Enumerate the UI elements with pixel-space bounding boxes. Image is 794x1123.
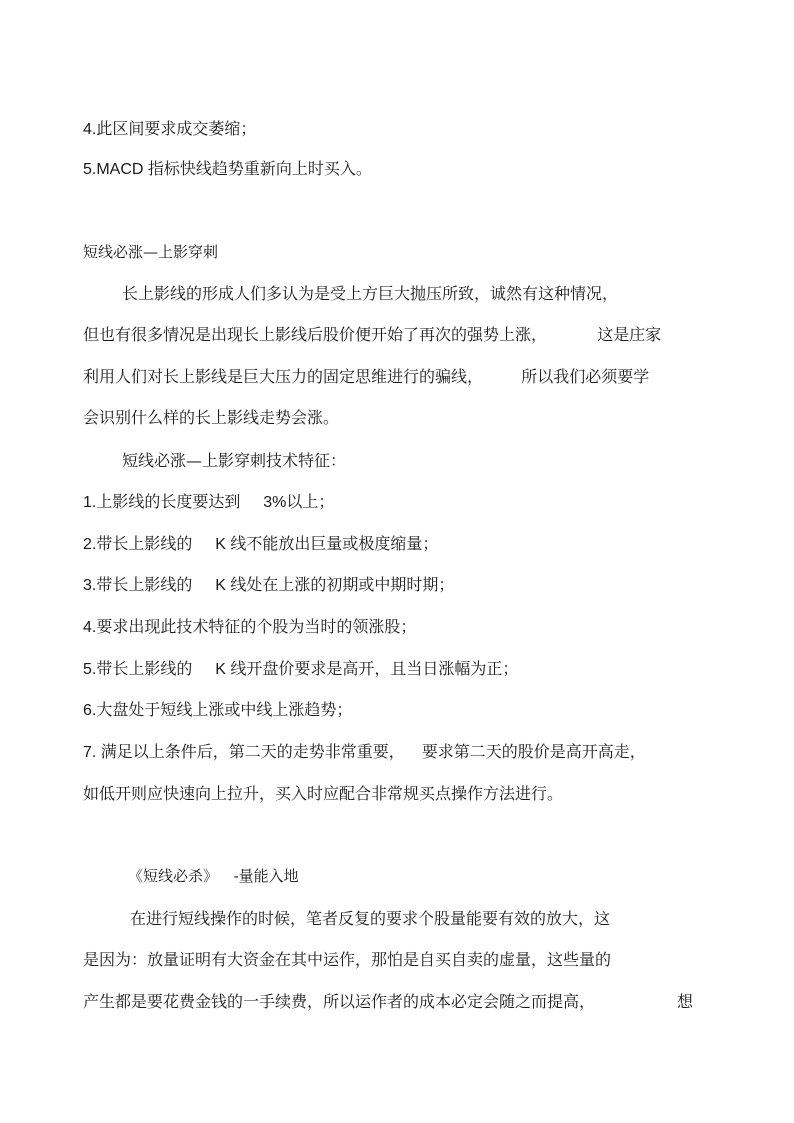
paragraph-line [122,284,618,304]
paragraph-line [83,408,339,428]
paragraph-line [130,909,610,929]
list-item: 5.MACD 指标快线趋势重新向上时买入。 [83,161,372,178]
list-item-text: 3%以上； [263,494,335,511]
list-item-text: 6.大盘处于短线上涨或中线上涨趋势； [83,702,353,719]
list-item [83,743,646,763]
paragraph-text: 在进行短线操作的时候，笔者反复的要求个股量能要有效的放大，这 [130,909,611,928]
heading-text: 短线必涨—上影穿刺 [83,243,219,261]
paragraph-line [83,367,649,387]
paragraph-text: 这是庄家 [597,325,662,344]
subheading [122,451,346,471]
paragraph-text: 产生都是要花费金钱的一手续费，所以运作者的成本必定会随之而提高， [83,992,596,1011]
paragraph-text: 会识别什么样的长上影线走势会涨。 [83,408,340,427]
paragraph-line [677,992,693,1012]
list-item-text: K 线不能放出巨量或极度缩量； [215,536,439,553]
list-item-text: K 线处在上涨的初期或中期时期； [215,577,455,594]
heading-text: 短线必涨—上影穿刺技术特征： [122,451,347,470]
paragraph-text: 但也有很多情况是出现长上影线后股价便开始了再次的强势上涨， [83,325,548,344]
paragraph-text: 是因为：放量证明有大资金在其中运作，那怕是自买自卖的虚量，这些量的 [83,950,612,969]
list-item: 4.此区间要求成交萎缩； [83,121,257,138]
paragraph-text: 想 [677,992,694,1011]
paragraph-line [83,325,661,345]
list-item-text: 1.上影线的长度要达到 [83,494,241,511]
list-item-continuation [83,784,563,804]
paragraph-text: 利用人们对长上影线是巨大压力的固定思维进行的骗线， [83,367,484,386]
list-item [83,576,454,596]
text-line [83,120,256,140]
section-heading [128,866,299,887]
paragraph-text: 所以我们必须要学 [521,367,650,386]
list-item-text: K 线开盘价要求是高开，且当日涨幅为正； [215,661,519,678]
list-item [83,618,416,638]
list-item [83,701,352,721]
list-item-text: 4.要求出现此技术特征的个股为当时的领涨股； [83,619,417,636]
heading-text: 《短线必杀》 [128,867,219,885]
list-item-text: 5.带长上影线的 [83,661,193,678]
list-item-text: 2.带长上影线的 [83,536,193,553]
list-item-text: 要求第二天的股价是高开高走， [421,744,646,761]
section-heading [83,242,218,262]
list-item-text: 3.带长上影线的 [83,577,193,594]
list-item [83,493,334,513]
list-item-text: 如低开则应快速向上拉升，买入时应配合非常规买点操作方法进行。 [83,784,564,803]
paragraph-text: 长上影线的形成人们多认为是受上方巨大抛压所致，诚然有这种情况， [122,284,619,303]
paragraph-line [83,950,611,970]
list-item [83,535,438,555]
text-line [83,160,372,180]
list-item-text: 7. 满足以上条件后，第二天的走势非常重要， [83,744,405,761]
heading-text: -量能入地 [233,868,299,885]
list-item [83,660,518,680]
paragraph-line [83,992,595,1012]
